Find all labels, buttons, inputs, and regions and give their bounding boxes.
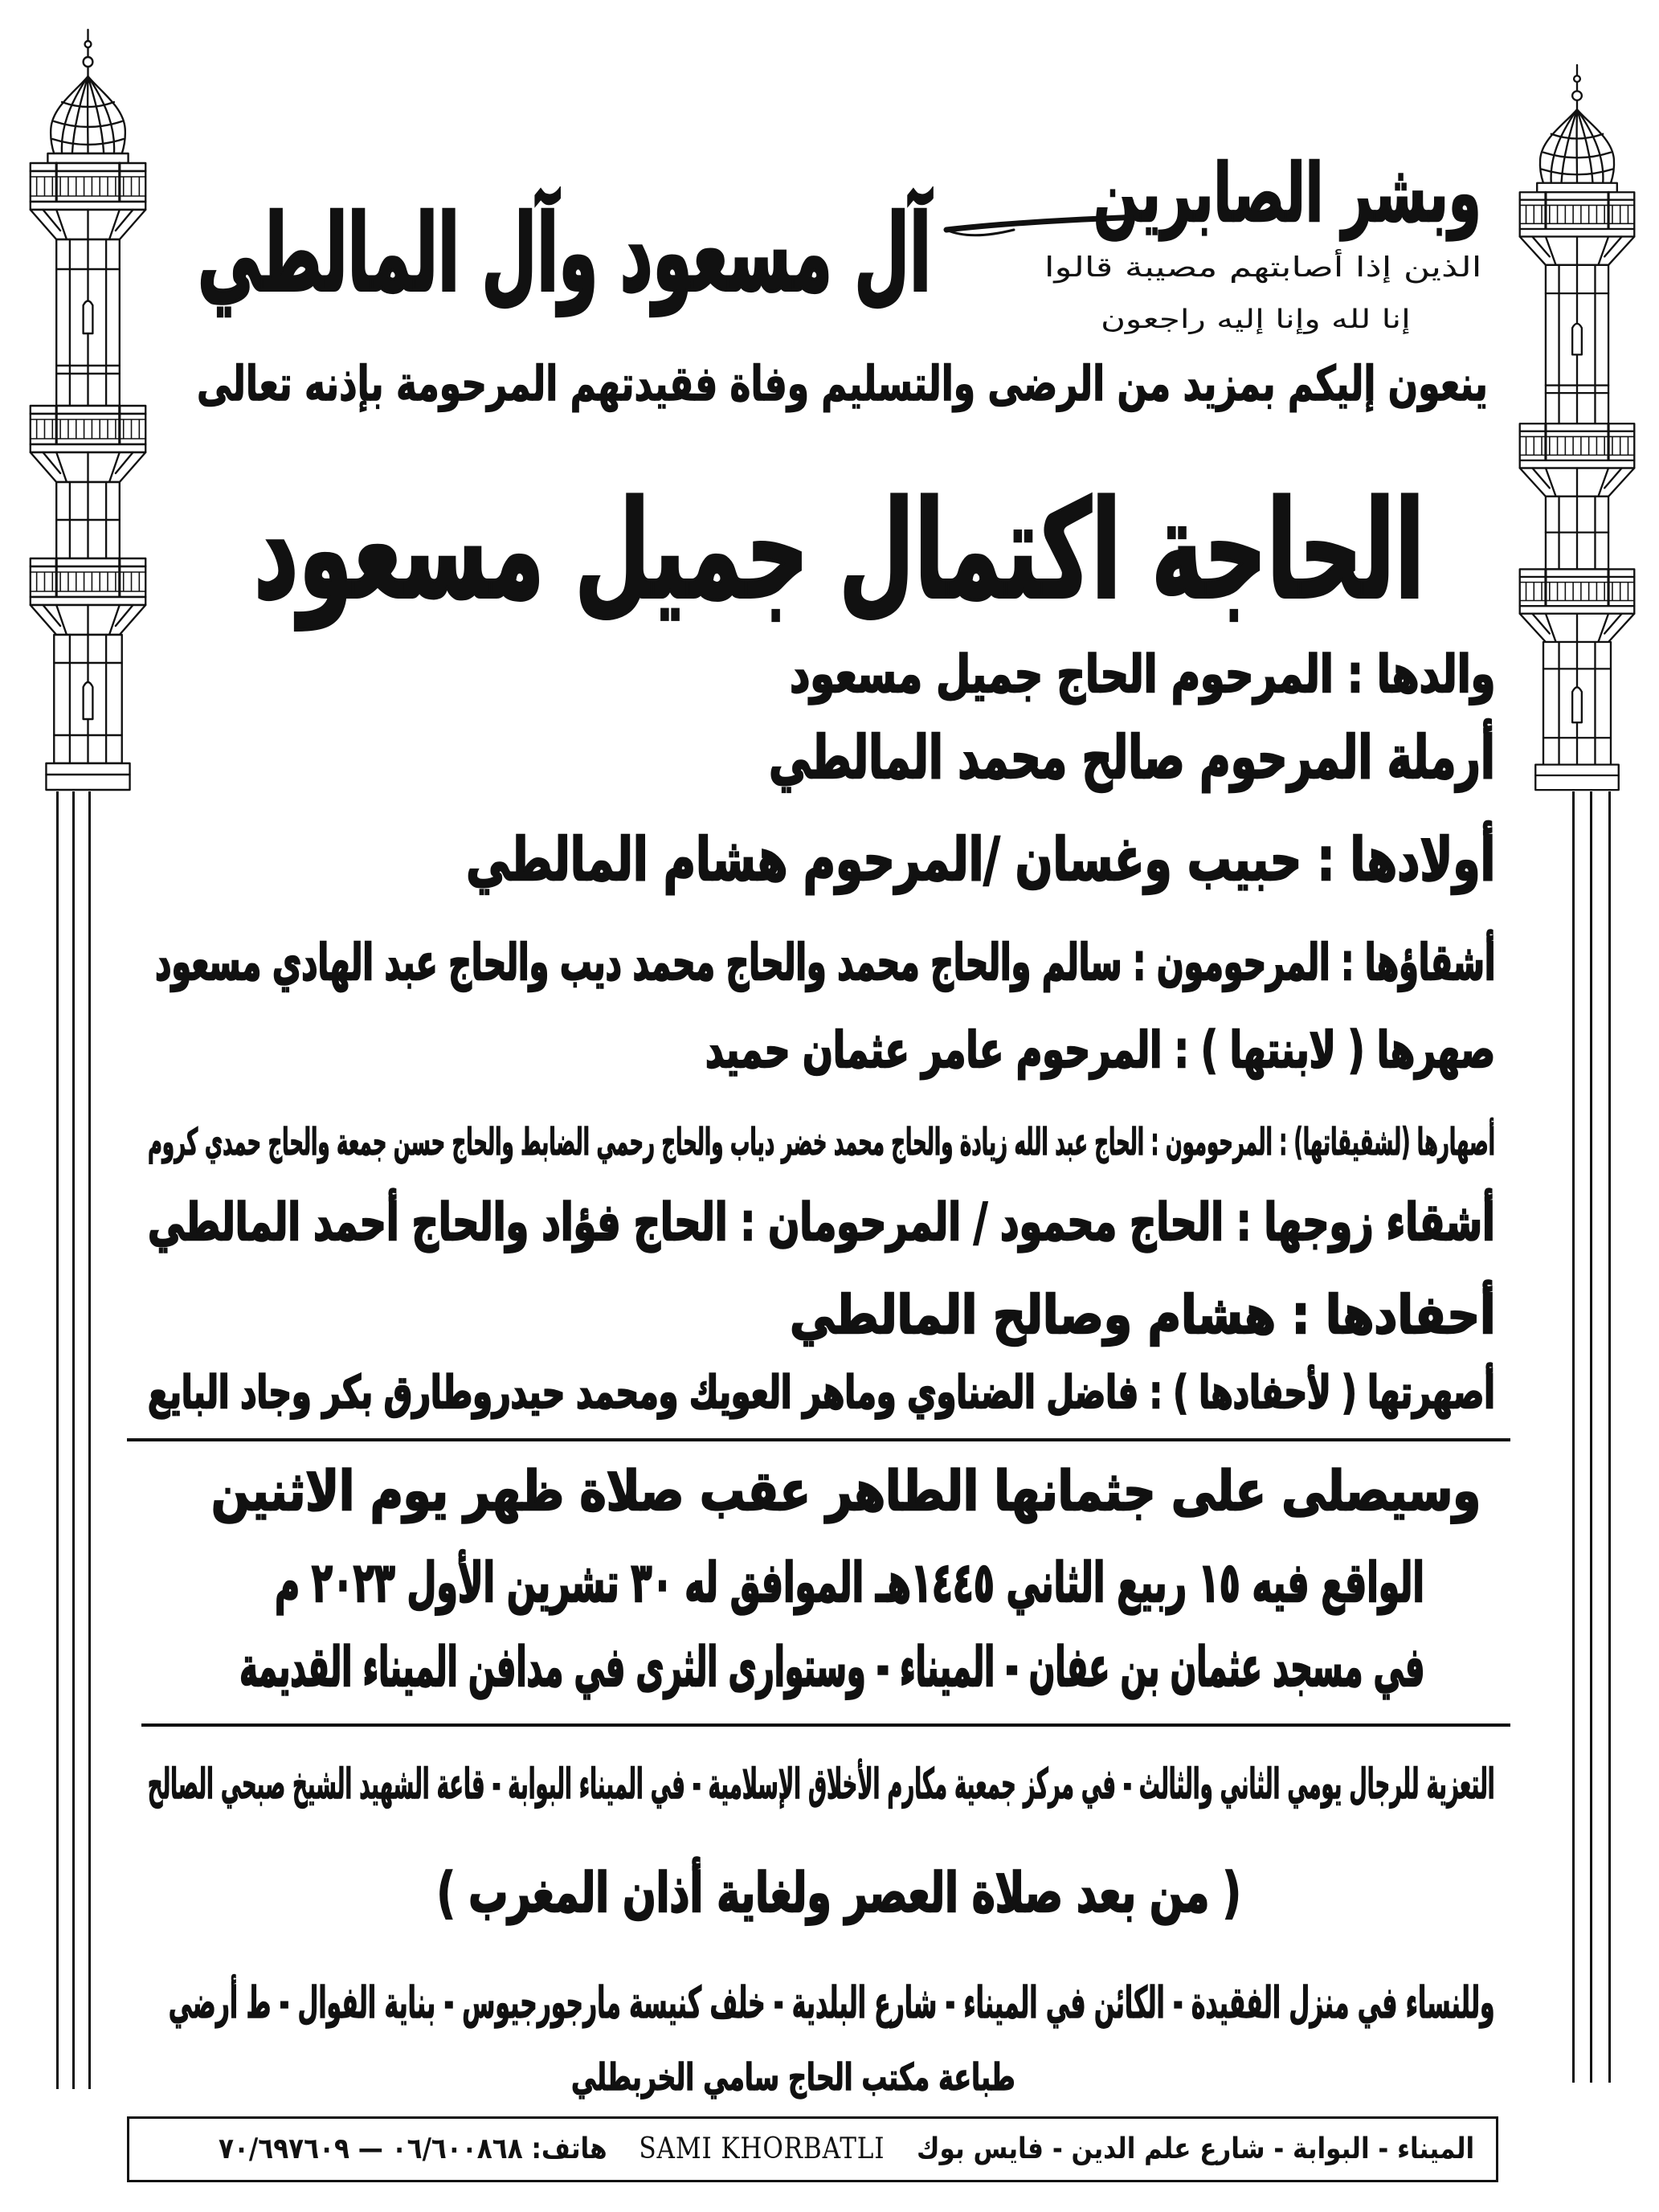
relative-widow-of (769, 718, 1495, 798)
footer-phone: هاتف: ٠٦/٦٠٠٨٦٨ — ٧٠/٦٩٧٦٠٩ (218, 2132, 607, 2165)
relative-children-text: أولادها : حبيب وغسان /المرحوم هشام المالطي (465, 825, 1495, 894)
announcement-text: ينعون إليكم بمزيد من الرضى والتسليم وفاة فقيدتهم المرحومة بإذنه تعالى (197, 356, 1488, 412)
printer-credit (571, 2051, 1015, 2103)
relative-children (466, 818, 1495, 902)
deceased-name-text: الحاجة اكتمال جميل مسعود (253, 472, 1424, 629)
funeral-mosque-text: في مسجد عثمان بن عفان - الميناء - وستوارى الثرى في مدافن الميناء القديمة (239, 1636, 1424, 1699)
relative-grandchildren-in-laws (148, 1360, 1495, 1426)
right-column-line-2 (1590, 791, 1592, 2083)
condolences-women (169, 1968, 1495, 2038)
printer-credit-text: طباعة مكتب الحاج سامي الخربطلي (571, 2055, 1015, 2099)
funeral-prayer-text: وسيصلى على جثمانها الطاهر عقب صلاة ظهر يوم الاثنين (210, 1460, 1481, 1523)
condolences-time-text: ( من بعد صلاة العصر ولغاية أذان المغرب ) (437, 1862, 1241, 1925)
calligraphy-main-text: وبشر الصابرين (1093, 146, 1481, 240)
funeral-prayer (211, 1453, 1481, 1531)
footer-text (219, 2125, 1474, 2173)
relative-grandchildren-in-laws-text: أصهرتها ( لأحفادها ) : فاضل الضناوي وماهر العويك ومحمد حيدروطارق بكر وجاد البايع (148, 1367, 1495, 1419)
relative-grandchildren (790, 1276, 1495, 1355)
relative-sisters-husbands (148, 1113, 1495, 1171)
condolences-men (148, 1748, 1495, 1821)
relative-father-text: والدها : المرحوم الحاج جميل مسعود (789, 645, 1495, 705)
right-column-line-3 (1608, 791, 1611, 2083)
families-title (198, 183, 931, 325)
condolences-women-text: وللنساء في منزل الفقيدة - الكائن في الميناء - شارع البلدية - خلف كنيسة مارجورجيوس - بناية الفوال - ط أرضي (169, 1977, 1495, 2028)
footer-brand: SAMI KHORBATLI (639, 2132, 885, 2165)
relative-son-in-law-text: صهرها ( لابنتها ) : المرحوم عامر عثمان حميد (705, 1020, 1495, 1079)
condolences-men-text: التعزية للرجال يومي الثاني والثالث - في مركز جمعية مكارم الأخلاق الإسلامية - في الميناء البوابة - قاعة الشهيد الشيخ صبحي الصالح (148, 1760, 1495, 1809)
relative-husband-brothers (148, 1184, 1495, 1263)
condolences-time (437, 1854, 1241, 1933)
calligraphy-verse-line-1 (1044, 247, 1481, 288)
announcement-line (197, 345, 1488, 423)
relative-grandchildren-text: أحفادها : هشام وصالح المالطي (789, 1284, 1495, 1346)
funeral-date (275, 1544, 1424, 1623)
calligraphy-verse-line-2 (1101, 299, 1411, 339)
funeral-date-text: الواقع فيه ١٥ ربيع الثاني ١٤٤٥هـ الموافق له ٣٠ تشرين الأول ٢٠٢٣ م (275, 1552, 1424, 1615)
footer-line (219, 2125, 1474, 2173)
footer-address: الميناء - البوابة - شارع علم الدين - فايس بوك (916, 2132, 1474, 2165)
relative-siblings (155, 924, 1495, 1000)
relative-sisters-husbands-text: أصهارها (لشقيقاتها) : المرحومون : الحاج عبد الله زيادة والحاج محمد خضر دياب والحاج رحمي الضابط والحاج حسن جمعة والحاج حمدي كروم (147, 1120, 1495, 1163)
calligraphy-main (1093, 141, 1481, 246)
divider-condolences (141, 1723, 1510, 1727)
relative-son-in-law (705, 1014, 1495, 1086)
calligraphy-verse-1-text: الذين إذا أصابتهم مصيبة قالوا (1044, 251, 1481, 284)
families-title-text: آل مسعود وآل المالطي (197, 192, 931, 316)
relative-husband-brothers-text: أشقاء زوجها : الحاج محمود / المرحومان : الحاج فؤاد والحاج أحمد المالطي (148, 1193, 1495, 1253)
deceased-name (254, 466, 1424, 635)
funeral-mosque (239, 1629, 1424, 1707)
minaret-right-illustration (1510, 63, 1644, 791)
relative-siblings-text: أشقاؤها : المرحومون : سالم والحاج محمد والحاج محمد ديب والحاج عبد الهادي مسعود (154, 933, 1495, 992)
relative-father (790, 643, 1495, 707)
calligraphy-verse-2-text: إنا لله وإنا إليه راجعون (1101, 304, 1411, 334)
relative-widow-of-text: أرملة المرحوم صالح محمد المالطي (769, 723, 1495, 792)
divider-funeral (127, 1438, 1510, 1441)
right-column-line-1 (1572, 791, 1575, 2083)
